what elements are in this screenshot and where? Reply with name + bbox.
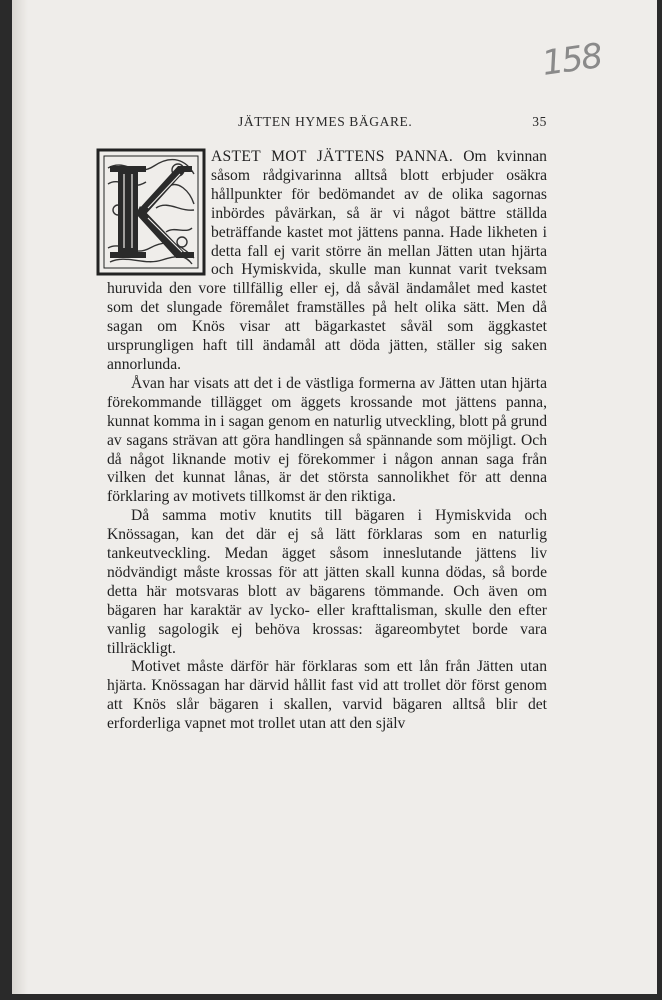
running-head [107, 112, 547, 132]
ornamental-initial [96, 148, 206, 276]
page-number: 35 [532, 114, 547, 129]
paragraph-3: Då samma motiv knutits till bägaren i Hymiskvida och Knössagan, kan det där ej så lätt förklaras som en naturlig tankeutveckling. Medan ägget såsom inneslutande jättens liv nödvändigt måste krossas för att jätten skall kunna dödas, så borde detta här motsvaras blott av bägarens tömmande. Och även om bägaren har karaktär av lycko- eller krafttalisman, skulle den efter vanlig sagologik ej behöva krossas: ägareombytet borde vara tillräckligt. [107, 507, 547, 657]
body-text [107, 148, 547, 734]
paragraph-1-text: Om kvinnan såsom rådgivarinna alltså blott erbjuder osäkra hållpunkter för bedömandet av de olika sagornas inbördes påvärkan, så är vi något bättre ställda beträffande kastet mot jättens panna. Hade likheten i detta fall ej varit större än mellan Jätten utan hjärta och Hymiskvida, skulle man kunnat varit tveksam huruvida den vore tillfällig eller ej, då såväl ändamålet med kastet som det slungade föremålet framställes på helt olika sätt. Men då sagan om Knös visar att bägarkastet såväl som äggkastet ursprungligen haft till ändamål att döda jätten, ställer sig saken annorlunda. [107, 148, 547, 373]
ornamental-initial-k-icon [96, 148, 206, 276]
page-gutter [12, 0, 28, 994]
section-lead-heading: ASTET MOT JÄTTENS PANNA. [211, 148, 454, 165]
running-head-title: JÄTTEN HYMES BÄGARE. [238, 114, 413, 129]
paragraph-2: Åvan har visats att det i de västliga formerna av Jätten utan hjärta förekommande tillägget om äggets krossande mot jättens panna, kunnat komma in i sagan genom en naturlig utveckling, blott på grund av sagans strävan att göra handlingen så spännande som möjligt. Och då något liknande motiv ej förekommer i någon annan saga från vilken det kunnat lånas, är det största sannolikhet för att denna förklaring av motivets tillkomst är den riktiga. [107, 374, 547, 506]
paragraph-4: Motivet måste därför här förklaras som ett lån från Jätten utan hjärta. Knössagan har därvid hållit fast vid att trollet dör först genom att Knös slår bägaren i skallen, varvid bägaren alltså blir det erforderliga vapnet mot trollet utan att den själv [107, 658, 547, 733]
handwritten-folio-number: 158 [539, 36, 604, 84]
